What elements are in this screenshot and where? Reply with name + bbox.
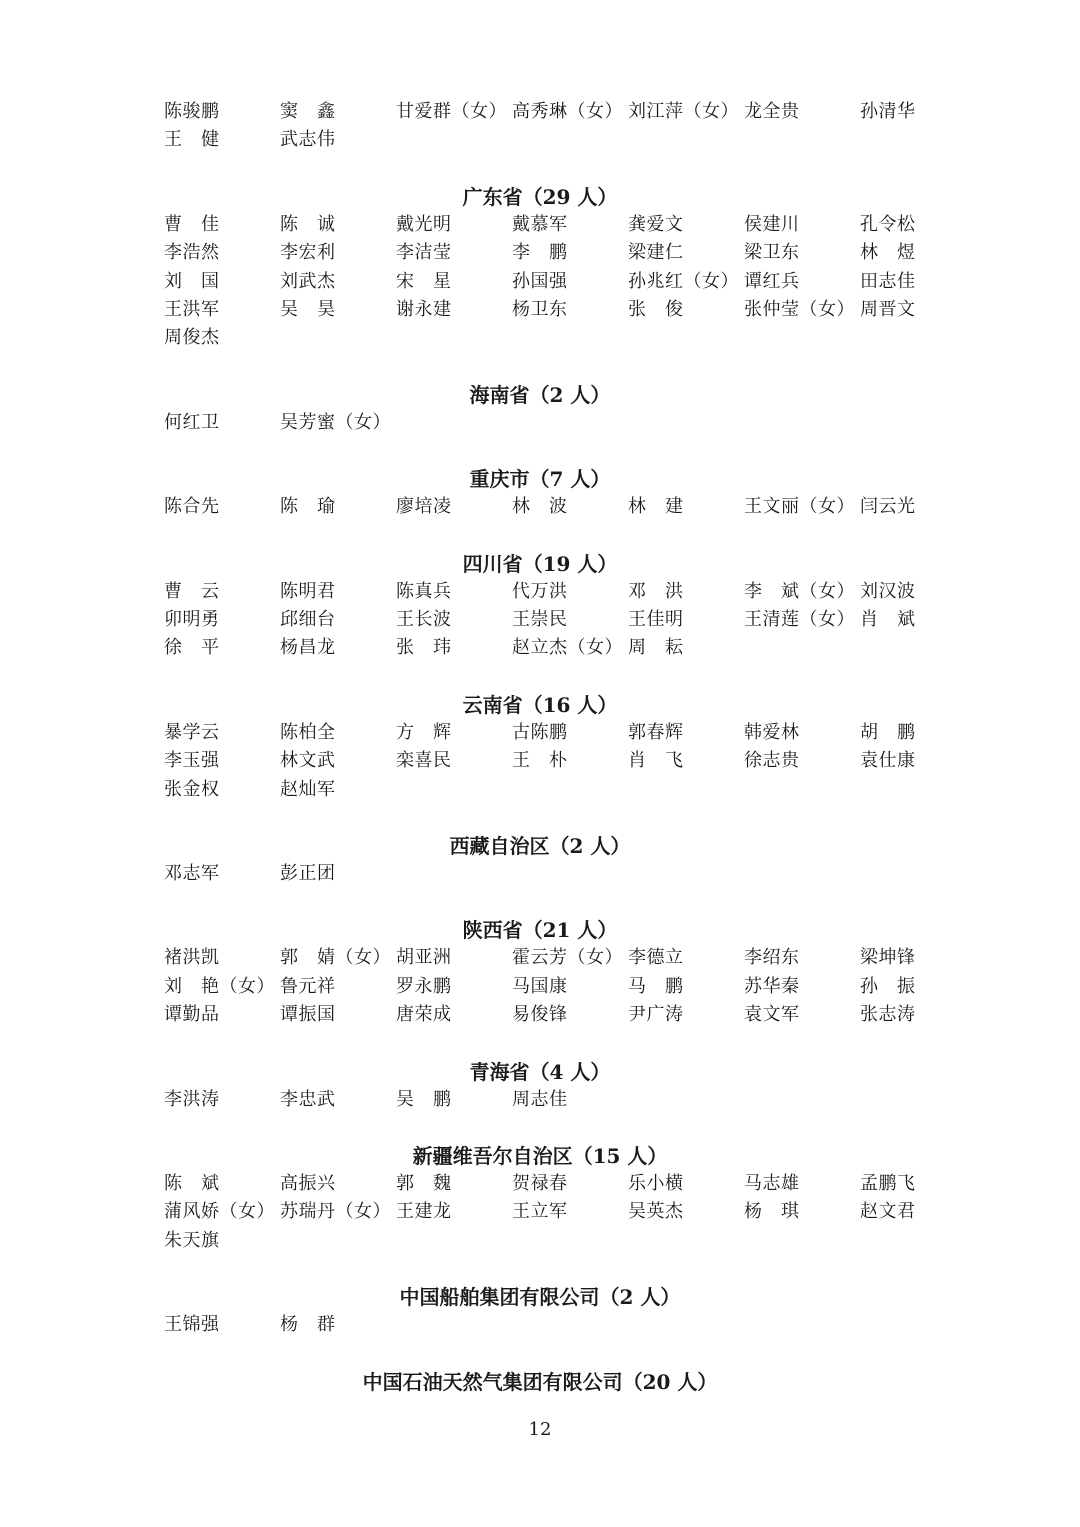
person-name: 李绍东 <box>744 947 800 969</box>
name-row <box>0 1198 1080 1226</box>
person-name: 闫云光 <box>860 496 916 518</box>
name-row <box>0 719 1080 747</box>
person-name: 陈 瑜 <box>280 496 336 518</box>
person-name: 林文武 <box>280 750 336 772</box>
person-name: 周俊杰 <box>164 327 220 349</box>
person-name: 苏华秦 <box>744 975 800 997</box>
name-row <box>0 776 1080 804</box>
person-name: 孙 振 <box>860 975 916 997</box>
person-name: 胡亚洲 <box>396 947 452 969</box>
person-name: 霍云芳（女） <box>512 947 623 969</box>
person-name: 何红卫 <box>164 411 220 433</box>
person-name: 吴 昊 <box>280 299 336 320</box>
person-name: 肖 斌 <box>860 609 916 630</box>
person-name: 甘爱群（女） <box>396 101 507 122</box>
person-name: 李 斌（女） <box>744 580 855 602</box>
person-name: 王佳明 <box>628 609 684 630</box>
person-name: 邱细台 <box>280 609 336 630</box>
person-name: 杨 琪 <box>744 1201 800 1223</box>
person-name: 古陈鹏 <box>512 721 568 743</box>
name-row <box>0 1311 1080 1339</box>
name-row <box>0 944 1080 972</box>
person-name: 周晋文 <box>860 299 916 320</box>
person-name: 卯明勇 <box>164 609 220 630</box>
person-name: 袁文军 <box>744 1004 800 1026</box>
person-name: 孙清华 <box>860 101 916 122</box>
person-name: 褚洪凯 <box>164 947 220 969</box>
person-name: 王立军 <box>512 1201 568 1223</box>
person-name: 窦 鑫 <box>280 101 336 122</box>
person-name: 罗永鹏 <box>396 975 452 997</box>
person-name: 吴芳蜜（女） <box>280 411 391 433</box>
person-name: 马 鹏 <box>628 975 684 997</box>
person-name: 张仲莹（女） <box>744 299 855 320</box>
person-name: 贺禄春 <box>512 1173 568 1194</box>
person-name: 胡 鹏 <box>860 721 916 743</box>
name-row <box>0 1001 1080 1029</box>
name-row <box>0 578 1080 606</box>
person-name: 刘武杰 <box>280 270 336 292</box>
person-name: 戴光明 <box>396 213 452 235</box>
name-row <box>0 126 1080 154</box>
person-name: 谢永建 <box>396 299 452 320</box>
person-name: 王建龙 <box>396 1201 452 1223</box>
person-name: 侯建川 <box>744 213 800 235</box>
person-name: 高秀琳（女） <box>512 101 623 122</box>
person-name: 周 耘 <box>628 637 684 659</box>
person-name: 梁建仁 <box>628 242 684 264</box>
name-row <box>0 747 1080 775</box>
person-name: 陈明君 <box>280 580 336 602</box>
person-name: 马志雄 <box>744 1173 800 1194</box>
section-heading: 中国船舶集团有限公司（2 人） <box>399 1285 681 1310</box>
person-name: 吴 鹏 <box>396 1088 452 1110</box>
name-row <box>0 409 1080 437</box>
person-name: 廖培凌 <box>396 496 452 518</box>
person-name: 曹 云 <box>164 580 220 602</box>
name-row <box>0 324 1080 352</box>
section-heading: 广东省（29 人） <box>462 184 618 209</box>
person-name: 唐荣成 <box>396 1004 452 1026</box>
name-row <box>0 1086 1080 1114</box>
person-name: 韩爱林 <box>744 721 800 743</box>
section-heading: 重庆市（7 人） <box>469 467 611 492</box>
person-name: 王长波 <box>396 609 452 630</box>
section-heading: 中国石油天然气集团有限公司（20 人） <box>362 1369 718 1394</box>
person-name: 周志佳 <box>512 1088 568 1110</box>
person-name: 杨 群 <box>280 1314 336 1336</box>
name-row <box>0 239 1080 267</box>
person-name: 王崇民 <box>512 609 568 630</box>
person-name: 肖 飞 <box>628 750 684 772</box>
person-name: 王 健 <box>164 129 220 151</box>
person-name: 谭振国 <box>280 1004 336 1026</box>
person-name: 邓 洪 <box>628 580 684 602</box>
name-row <box>0 973 1080 1001</box>
person-name: 徐志贵 <box>744 750 800 772</box>
person-name: 戴慕军 <box>512 213 568 235</box>
person-name: 刘 国 <box>164 270 220 292</box>
person-name: 易俊锋 <box>512 1004 568 1026</box>
person-name: 栾喜民 <box>396 750 452 772</box>
person-name: 陈骏鹏 <box>164 101 220 122</box>
person-name: 代万洪 <box>512 580 568 602</box>
section-heading: 青海省（4 人） <box>469 1059 611 1084</box>
person-name: 李 鹏 <box>512 242 568 264</box>
person-name: 宋 星 <box>396 270 452 292</box>
person-name: 陈合先 <box>164 496 220 518</box>
person-name: 赵文君 <box>860 1201 916 1223</box>
name-row <box>0 606 1080 634</box>
person-name: 尹广涛 <box>628 1004 684 1026</box>
person-name: 田志佳 <box>860 270 916 292</box>
person-name: 马国康 <box>512 975 568 997</box>
person-name: 王文丽（女） <box>744 496 855 518</box>
name-row <box>0 211 1080 239</box>
page-number: 12 <box>528 1419 552 1440</box>
name-row <box>0 296 1080 324</box>
section-heading: 陕西省（21 人） <box>462 918 618 943</box>
person-name: 郭 魏 <box>396 1173 452 1194</box>
person-name: 李玉强 <box>164 750 220 772</box>
person-name: 张金权 <box>164 778 220 800</box>
person-name: 张志涛 <box>860 1004 916 1026</box>
person-name: 刘汉波 <box>860 580 916 602</box>
person-name: 杨卫东 <box>512 299 568 320</box>
person-name: 王清莲（女） <box>744 609 855 630</box>
person-name: 杨昌龙 <box>280 637 336 659</box>
person-name: 龙全贵 <box>744 101 800 122</box>
person-name: 王 朴 <box>512 750 568 772</box>
person-name: 陈柏全 <box>280 721 336 743</box>
person-name: 蒲风娇（女） <box>164 1201 275 1223</box>
person-name: 陈 斌 <box>164 1173 220 1194</box>
name-row <box>0 1227 1080 1255</box>
person-name: 陈 诚 <box>280 213 336 235</box>
name-row <box>0 634 1080 662</box>
person-name: 林 煜 <box>860 242 916 264</box>
section-heading: 西藏自治区（2 人） <box>449 834 631 858</box>
person-name: 赵灿军 <box>280 778 336 800</box>
person-name: 袁仕康 <box>860 750 916 772</box>
person-name: 曹 佳 <box>164 213 220 235</box>
section-heading: 新疆维吾尔自治区（15 人） <box>412 1144 668 1168</box>
person-name: 吴英杰 <box>628 1201 684 1223</box>
person-name: 鲁元祥 <box>280 975 336 997</box>
name-row <box>0 493 1080 521</box>
person-name: 李宏利 <box>280 242 336 264</box>
person-name: 龚爱文 <box>628 213 684 235</box>
person-name: 孔令松 <box>860 213 916 235</box>
person-name: 孟鹏飞 <box>860 1173 916 1194</box>
person-name: 李德立 <box>628 947 684 969</box>
name-row <box>0 1170 1080 1198</box>
person-name: 梁卫东 <box>744 242 800 264</box>
person-name: 林 建 <box>628 496 684 518</box>
person-name: 孙兆红（女） <box>628 270 739 292</box>
person-name: 彭正团 <box>280 863 336 884</box>
person-name: 张 玮 <box>396 637 452 659</box>
person-name: 王洪军 <box>164 299 220 320</box>
person-name: 林 波 <box>512 496 568 518</box>
person-name: 陈真兵 <box>396 580 452 602</box>
person-name: 谭勤品 <box>164 1004 220 1026</box>
person-name: 刘 艳（女） <box>164 975 275 997</box>
person-name: 郭 婧（女） <box>280 947 391 969</box>
person-name: 赵立杰（女） <box>512 637 623 659</box>
person-name: 徐 平 <box>164 637 220 659</box>
person-name: 苏瑞丹（女） <box>280 1201 391 1223</box>
person-name: 方 辉 <box>396 721 452 743</box>
person-name: 郭春辉 <box>628 721 684 743</box>
section-heading: 云南省（16 人） <box>462 692 618 717</box>
section-heading: 四川省（19 人） <box>462 551 618 576</box>
person-name: 李浩然 <box>164 242 220 264</box>
person-name: 孙国强 <box>512 270 568 292</box>
person-name: 谭红兵 <box>744 270 800 292</box>
person-name: 王锦强 <box>164 1314 220 1336</box>
person-name: 邓志军 <box>164 863 220 884</box>
name-row <box>0 98 1080 126</box>
section-heading: 海南省（2 人） <box>469 382 611 407</box>
person-name: 李洪涛 <box>164 1088 220 1110</box>
person-name: 乐小横 <box>628 1173 684 1194</box>
person-name: 高振兴 <box>280 1173 336 1194</box>
name-row <box>0 268 1080 296</box>
person-name: 张 俊 <box>628 299 684 320</box>
name-row <box>0 860 1080 888</box>
person-name: 李洁莹 <box>396 242 452 264</box>
person-name: 梁坤锋 <box>860 947 916 969</box>
person-name: 李忠武 <box>280 1088 336 1110</box>
person-name: 暴学云 <box>164 721 220 743</box>
person-name: 朱天旗 <box>164 1229 220 1251</box>
person-name: 刘江萍（女） <box>628 101 739 122</box>
person-name: 武志伟 <box>280 129 336 151</box>
